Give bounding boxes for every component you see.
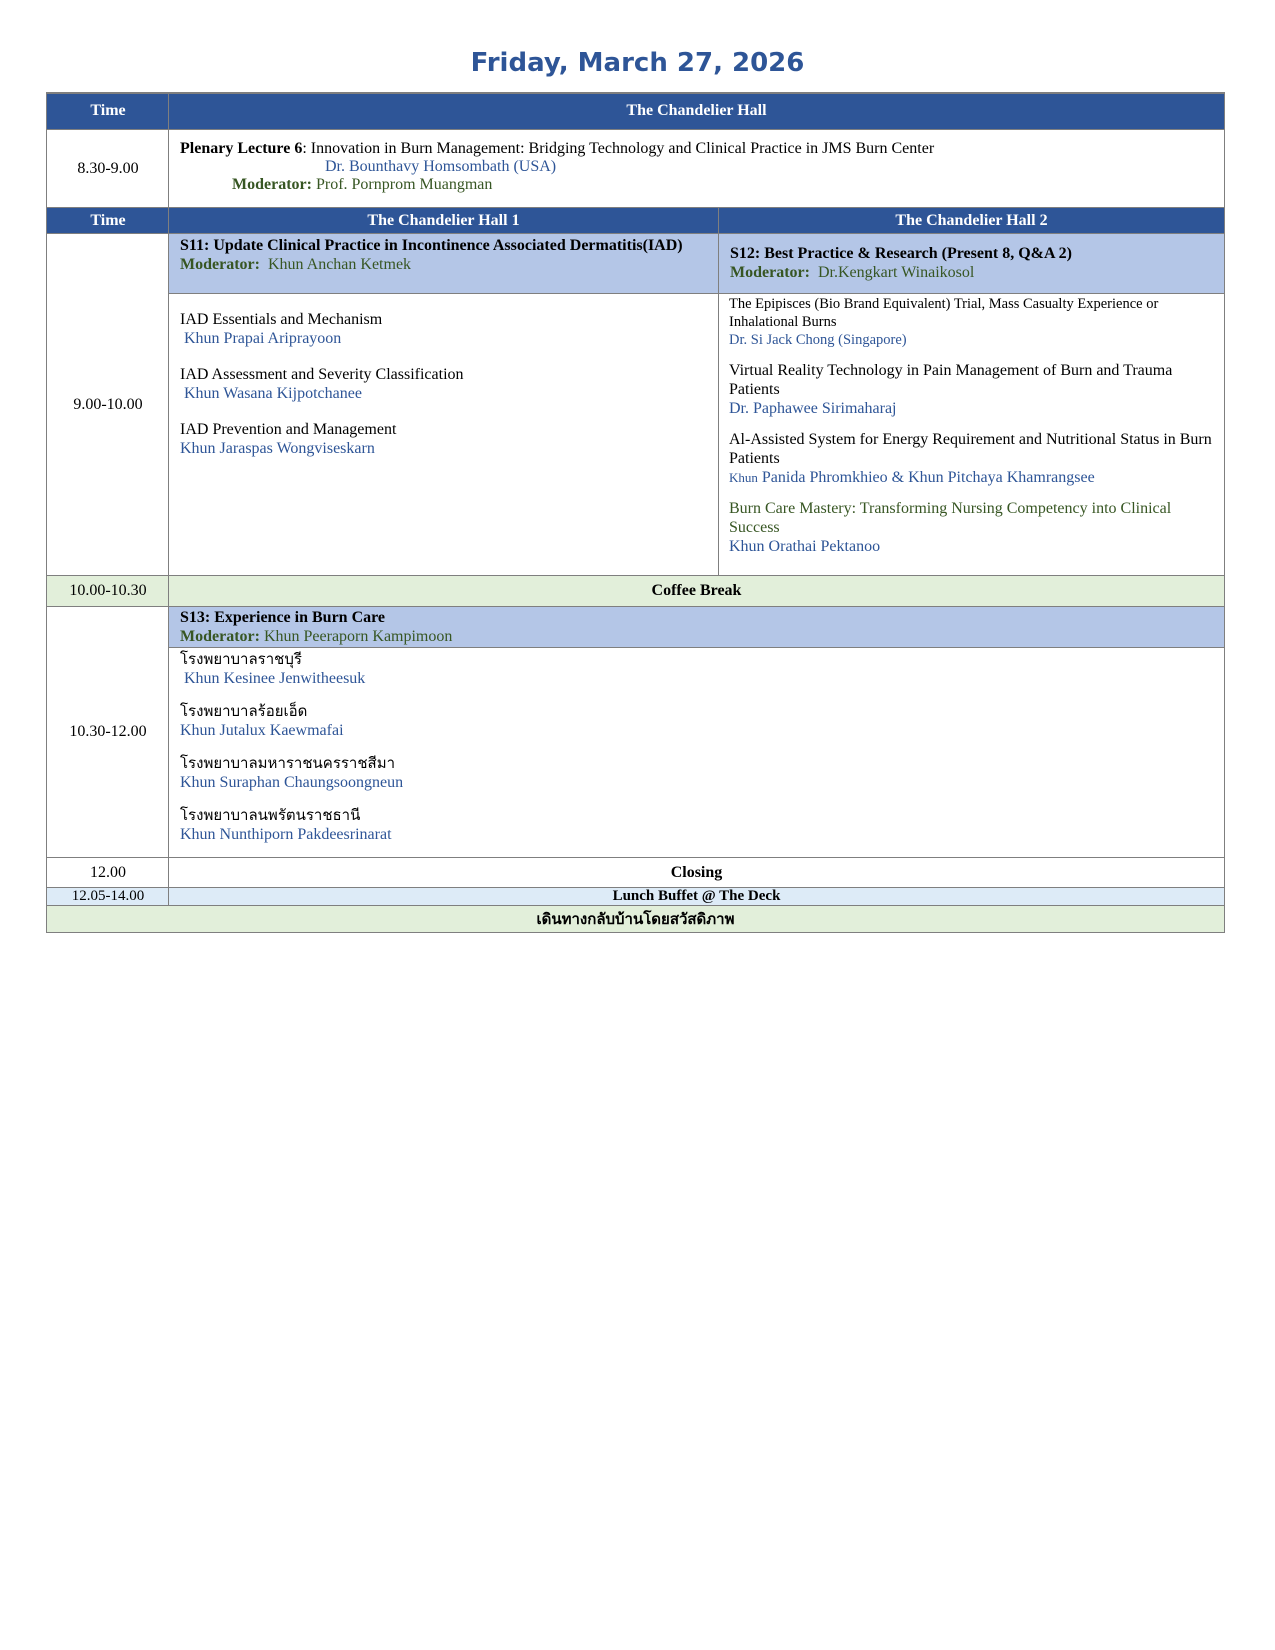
list-item	[180, 754, 1213, 792]
plenary-cell	[169, 130, 1224, 207]
session-block1-time: 9.00-10.00	[73, 395, 143, 413]
list-item	[180, 702, 1213, 740]
time-column-header-2: Time	[47, 208, 169, 233]
coffee-break-label: Coffee Break	[169, 576, 1224, 606]
farewell-row: เดินทางกลับบ้านโดยสวัสดิภาพ	[47, 906, 1224, 932]
talk-topic: IAD Assessment and Severity Classification	[180, 366, 464, 383]
grid-line	[47, 92, 1225, 94]
talk-topic: The Epipisces (Bio Brand Equivalent) Trial, Mass Casualty Experience or Inhalational Burns	[729, 296, 1159, 330]
s13-title: S13: Experience in Burn Care	[180, 609, 386, 626]
talk-topic: IAD Prevention and Management	[180, 421, 397, 438]
talk-speaker: Khun Orathai Pektanoo	[729, 538, 881, 555]
plenary-speaker: Dr. Bounthavy Homsombath (USA)	[325, 158, 557, 175]
s12-moderator-label: Moderator:	[730, 264, 810, 281]
plenary-time: 8.30-9.00	[77, 159, 139, 177]
talk-topic: โรงพยาบาลร้อยเอ็ด	[180, 702, 308, 720]
talk-speaker: Khun Wasana Kijpotchanee	[184, 385, 362, 402]
talk-speaker: Khun Suraphan Chaungsoongneun	[180, 774, 404, 791]
s11-moderator: Khun Anchan Ketmek	[267, 256, 412, 273]
talk-topic: Al-Assisted System for Energy Requirement and Nutritional Status in Burn Patients	[729, 431, 1212, 467]
grid-line	[168, 92, 169, 906]
list-item	[729, 430, 1216, 487]
s12-session-header	[719, 234, 1224, 293]
page-title: Friday, March 27, 2026	[470, 48, 805, 78]
s13-moderator-label: Moderator:	[180, 628, 260, 645]
talk-speaker: Khun Prapai Ariprayoon	[184, 330, 342, 347]
s11-talks	[169, 294, 718, 575]
grid-line	[46, 92, 47, 933]
talk-speaker: Dr. Si Jack Chong (Singapore)	[729, 332, 907, 348]
talk-topic: โรงพยาบาลนพรัตนราชธานี	[180, 806, 361, 824]
s12-talks	[719, 294, 1224, 575]
grid-line	[1224, 92, 1225, 933]
grid-line	[47, 207, 1225, 208]
grid-line	[47, 932, 1225, 933]
list-item	[180, 650, 1213, 688]
talk-topic: โรงพยาบาลราชบุรี	[180, 650, 302, 668]
time-column-header: Time	[47, 93, 169, 129]
grid-line	[47, 233, 1225, 234]
s13-moderator: Khun Peeraporn Kampimoon	[263, 628, 453, 645]
list-item	[729, 361, 1216, 418]
closing-time: 12.00	[90, 863, 126, 881]
grid-line	[47, 575, 1225, 576]
plenary-moderator: Prof. Pornprom Muangman	[315, 176, 493, 193]
grid-line	[169, 647, 1225, 648]
grid-line	[47, 857, 1225, 858]
s12-moderator: Dr.Kengkart Winaikosol	[817, 264, 975, 281]
grid-line	[47, 129, 1225, 130]
lunch-time: 12.05-14.00	[47, 888, 169, 905]
grid-line	[47, 606, 1225, 607]
talk-speaker: Khun Jutalux Kaewmafai	[180, 722, 344, 739]
list-item	[180, 420, 707, 458]
s13-talks	[169, 648, 1224, 857]
grid-line	[47, 887, 1225, 888]
talk-speaker: Khun Kesinee Jenwitheesuk	[184, 670, 366, 687]
list-item	[180, 310, 707, 348]
hall2-header: The Chandelier Hall 2	[719, 208, 1224, 233]
s11-title: S11: Update Clinical Practice in Incontinence Associated Dermatitis(IAD)	[180, 237, 683, 254]
s13-session-header	[169, 607, 1224, 647]
coffee-time: 10.00-10.30	[47, 576, 169, 606]
s12-title: S12: Best Practice & Research (Present 8, Q&A 2)	[730, 245, 1072, 262]
hall1-header: The Chandelier Hall 1	[169, 208, 718, 233]
talk-speaker: Panida Phromkhieo & Khun Pitchaya Khamrangsee	[761, 469, 1095, 486]
talk-speaker: Khun Nunthiporn Pakdeesrinarat	[180, 826, 392, 843]
talk-speaker: Dr. Paphawee Sirimaharaj	[729, 400, 897, 417]
plenary-moderator-label: Moderator:	[232, 176, 312, 193]
grid-line	[169, 293, 1225, 294]
talk-topic: Virtual Reality Technology in Pain Management of Burn and Trauma Patients	[729, 362, 1173, 398]
s11-session-header	[169, 234, 718, 293]
list-item	[729, 499, 1216, 556]
hall-header: The Chandelier Hall	[169, 93, 1224, 129]
plenary-label: Plenary Lecture 6	[180, 140, 303, 157]
talk-speaker: Khun Jaraspas Wongviseskarn	[180, 440, 375, 457]
s11-moderator-label: Moderator:	[180, 256, 260, 273]
list-item	[180, 806, 1213, 844]
talk-topic: IAD Essentials and Mechanism	[180, 311, 383, 328]
talk-topic: โรงพยาบาลมหาราชนครราชสีมา	[180, 754, 396, 772]
list-item	[180, 365, 707, 403]
list-item	[729, 295, 1216, 349]
lunch-label: Lunch Buffet @ The Deck	[169, 888, 1224, 905]
talk-speaker-prefix: Khun	[729, 470, 758, 485]
grid-line	[718, 207, 719, 576]
session-block2-time: 10.30-12.00	[69, 723, 147, 740]
closing-label: Closing	[670, 863, 723, 881]
plenary-topic: : Innovation in Burn Management: Bridging Technology and Clinical Practice in JMS Burn Center	[302, 140, 935, 157]
grid-line	[47, 905, 1225, 906]
talk-topic: Burn Care Mastery: Transforming Nursing Competency into Clinical Success	[729, 500, 1172, 536]
